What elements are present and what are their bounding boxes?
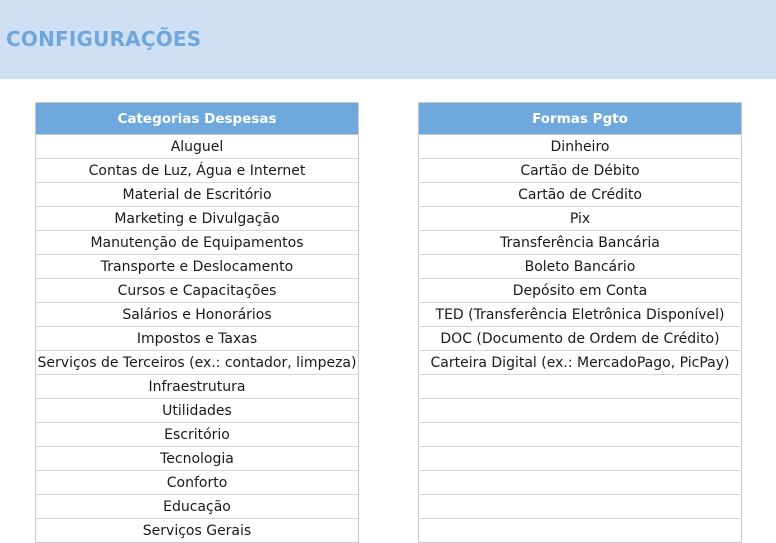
payment-method-cell[interactable]: Cartão de Crédito — [419, 183, 741, 207]
payment-method-cell[interactable] — [419, 495, 741, 519]
expense-category-cell[interactable]: Tecnologia — [36, 447, 358, 471]
header-banner — [0, 0, 776, 79]
payment-methods-table — [418, 102, 742, 543]
expense-category-cell[interactable]: Educação — [36, 495, 358, 519]
payment-method-cell[interactable]: Boleto Bancário — [419, 255, 741, 279]
expense-category-cell[interactable]: Transporte e Deslocamento — [36, 255, 358, 279]
payment-method-cell[interactable]: Dinheiro — [419, 135, 741, 159]
expense-categories-header: Categorias Despesas — [36, 103, 358, 135]
payment-method-cell[interactable] — [419, 471, 741, 495]
payment-method-cell[interactable]: Carteira Digital (ex.: MercadoPago, PicPay) — [419, 351, 741, 375]
payment-method-cell[interactable] — [419, 519, 741, 542]
payment-methods-header: Formas Pgto — [419, 103, 741, 135]
expense-category-cell[interactable]: Escritório — [36, 423, 358, 447]
payment-method-cell[interactable] — [419, 375, 741, 399]
expense-category-cell[interactable]: Impostos e Taxas — [36, 327, 358, 351]
payment-method-cell[interactable]: Pix — [419, 207, 741, 231]
expense-category-cell[interactable]: Serviços de Terceiros (ex.: contador, limpeza) — [36, 351, 358, 375]
expense-category-cell[interactable]: Utilidades — [36, 399, 358, 423]
expense-category-cell[interactable]: Infraestrutura — [36, 375, 358, 399]
payment-method-cell[interactable]: DOC (Documento de Ordem de Crédito) — [419, 327, 741, 351]
expense-category-cell[interactable]: Conforto — [36, 471, 358, 495]
expense-categories-table — [35, 102, 359, 543]
expense-category-cell[interactable]: Serviços Gerais — [142, 522, 252, 539]
payment-method-cell[interactable]: Transferência Bancária — [419, 231, 741, 255]
payment-method-cell[interactable] — [419, 423, 741, 447]
payment-method-cell[interactable]: Depósito em Conta — [419, 279, 741, 303]
expense-category-cell[interactable]: Marketing e Divulgação — [36, 207, 358, 231]
expense-category-cell[interactable]: Manutenção de Equipamentos — [36, 231, 358, 255]
payment-method-cell[interactable] — [419, 399, 741, 423]
payment-method-cell[interactable]: Cartão de Débito — [419, 159, 741, 183]
expense-category-cell[interactable]: Contas de Luz, Água e Internet — [36, 159, 358, 183]
payment-method-cell[interactable] — [419, 447, 741, 471]
expense-category-cell[interactable]: Aluguel — [36, 135, 358, 159]
payment-method-cell[interactable]: TED (Transferência Eletrônica Disponível) — [419, 303, 741, 327]
page-title: CONFIGURAÇÕES — [6, 27, 202, 51]
expense-category-cell[interactable]: Salários e Honorários — [36, 303, 358, 327]
expense-category-cell[interactable]: Cursos e Capacitações — [36, 279, 358, 303]
expense-category-cell[interactable]: Material de Escritório — [36, 183, 358, 207]
payment-methods-body — [419, 135, 741, 542]
expense-categories-body — [36, 135, 358, 542]
